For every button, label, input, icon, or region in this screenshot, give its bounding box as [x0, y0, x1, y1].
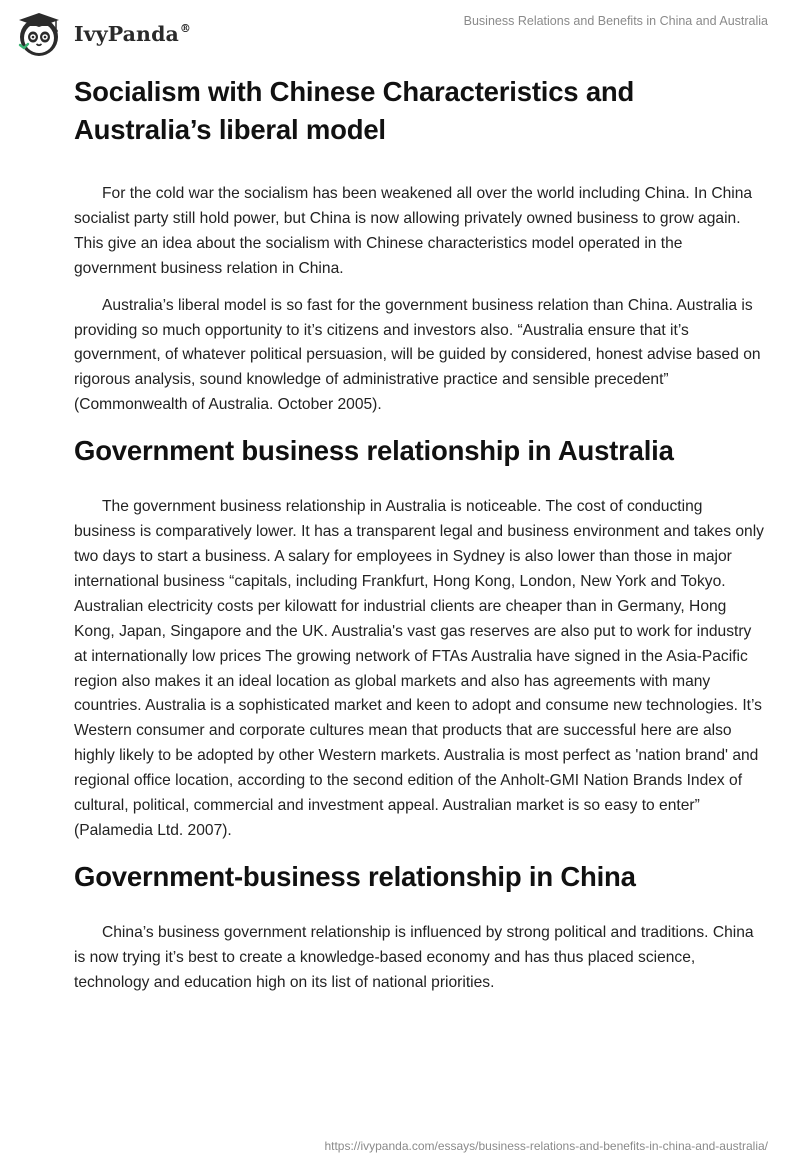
brand-name: IvyPanda®	[74, 22, 191, 46]
section-heading-australia: Government business relationship in Australia	[74, 435, 674, 467]
paragraph-cold-war: For the cold war the socialism has been weakened all over the world including China. In China socialist party still hold power, but China is now allowing privately owned business to grow again. This give an idea about the socialism with Chinese characteristics model operated in the government business relation in China.	[74, 185, 753, 277]
paragraph-liberal-model: Australia’s liberal model is so fast for the government business relation than China. Australia is providing so much opportunity to it’s citizens and investors also. “Australia ensure that it’s government, of whatever political persuasion, will be guided by considered, honest advise based on rigorous analysis, sound knowledge of administrative practice and sensible precedent” (Commonwealth of Australia. October 2005).	[74, 296, 761, 414]
paragraph-china-relationship: China’s business government relationship is influenced by strong political and traditions. China is now trying it’s best to create a knowledge-based economy and has thus placed science, technology and education high on its list of national priorities.	[74, 923, 754, 991]
paragraph-australia-relationship: The government business relationship in Australia is noticeable. The cost of conducting business is comparatively lower. It has a transparent legal and business environment and takes only two days to start a business. A salary for employees in Sydney is also lower than those in major international business “capitals, including Frankfurt, Hong Kong, London, New York and Tokyo. Australian electricity costs per kilowatt for industrial clients are cheaper than in Germany, Hong Kong, Japan, Singapore and the UK. Australia's vast gas reserves are also put to work for industry at internationally low prices The growing network of FTAs Australia have signed in the Asia-Pacific region also makes it an ideal location as global markets and also has agreements with many countries. Australia is a sophisticated market and keen to adopt and consume new technologies. It’s Western consumer and corporate cultures mean that products that are successful here are also highly likely to be adopted by other Western markets. Australia is most perfect as 'nation brand' and regional office location, according to the second edition of the Anholt-GMI Nation Brands Index of cultural, political, commercial and investment appeal. Australian market is so easy to enter” (Palamedia Ltd. 2007).	[74, 498, 764, 839]
source-url-link[interactable]: https://ivypanda.com/essays/business-relations-and-benefits-in-china-and-australia/	[324, 1139, 768, 1153]
document-title: Business Relations and Benefits in China and Australia	[463, 14, 768, 28]
article-body	[74, 72, 764, 996]
section-heading-china: Government-business relationship in China	[74, 860, 636, 892]
section-heading-socialism: Socialism with Chinese Characteristics and Australia’s liberal model	[74, 76, 635, 145]
panda-logo-icon	[14, 9, 64, 59]
brand-logo[interactable]	[14, 9, 191, 59]
page-header	[0, 0, 800, 70]
